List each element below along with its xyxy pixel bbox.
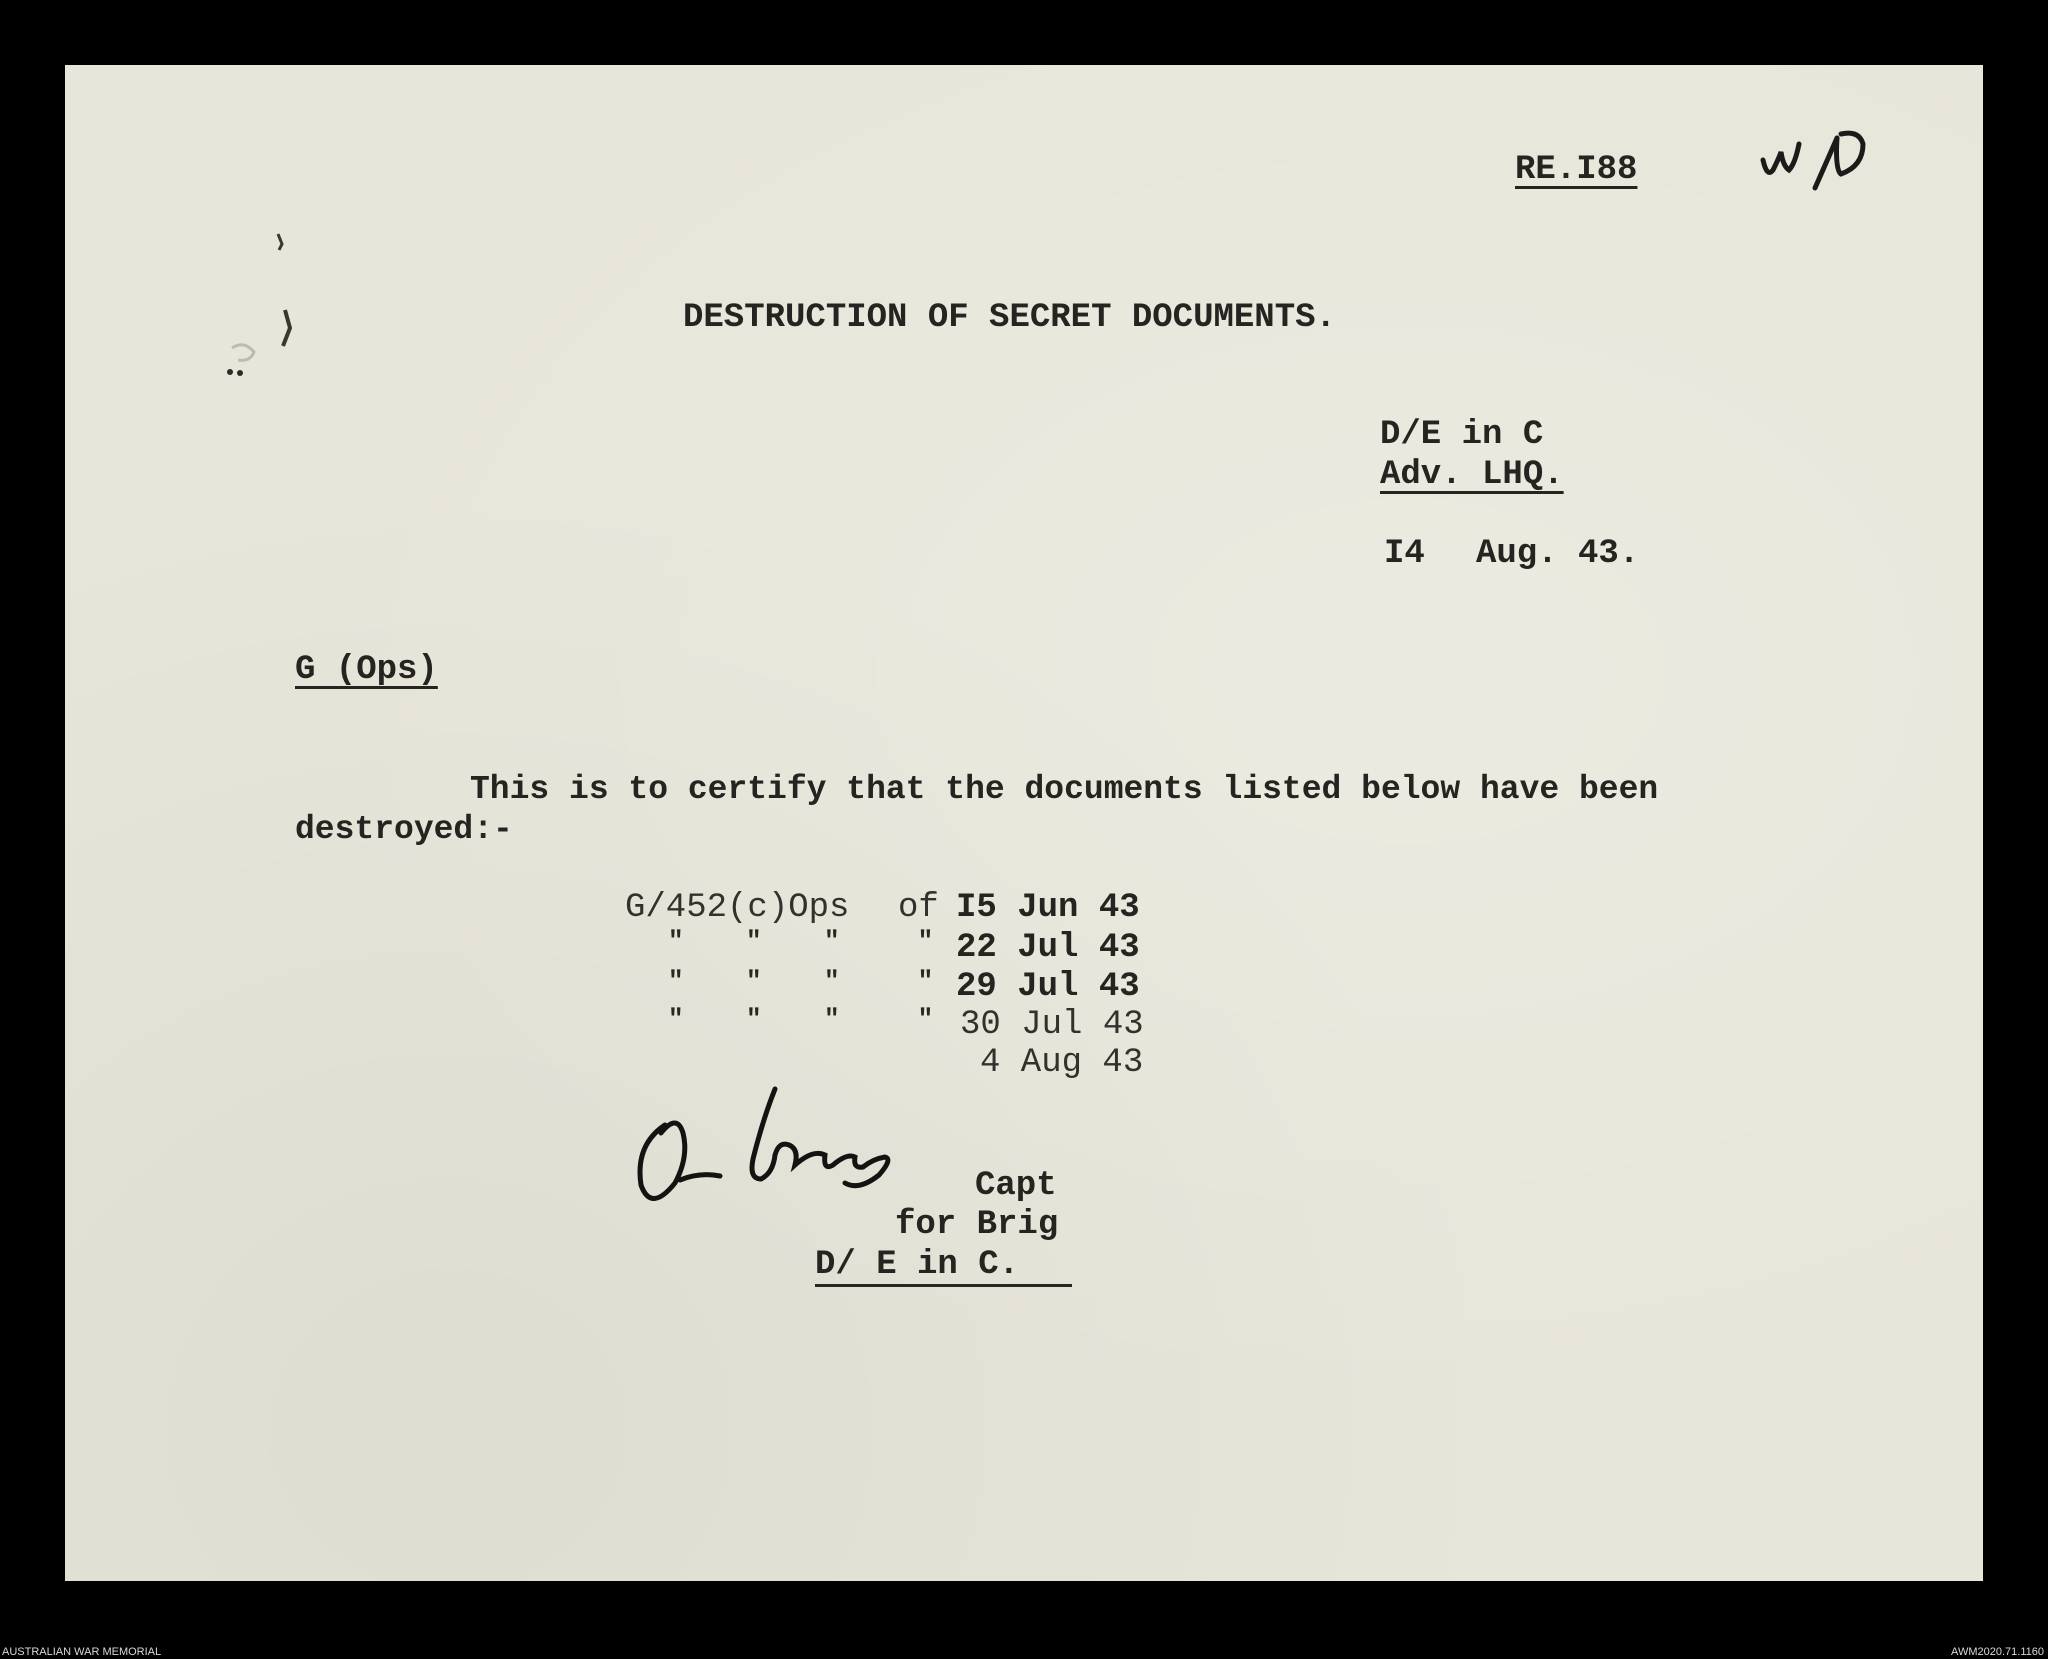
list-item-date: 29 Jul 43 [956, 968, 1140, 1006]
footer-accession: AWM2020.71.1160 [1951, 1646, 2044, 1658]
punch-hole-marks [200, 220, 320, 400]
list-item-date: 4 Aug 43 [980, 1044, 1144, 1082]
addressee: G (Ops) [295, 651, 438, 689]
body-line-1: This is to certify that the documents listed below have been [470, 771, 1659, 808]
handwritten-signature [625, 1085, 945, 1215]
document-title: DESTRUCTION OF SECRET DOCUMENTS. [683, 299, 1336, 337]
from-line-2: Adv. LHQ. [1380, 456, 1564, 494]
from-line-1: D/E in C [1380, 416, 1544, 454]
list-item-ref: G/452(c)Ops [625, 889, 850, 927]
signature-office: D/ E in C. [815, 1246, 1020, 1284]
list-item-of: of [898, 889, 939, 927]
list-item-date: 30 Jul 43 [960, 1006, 1144, 1044]
signature-for: for Brig [895, 1206, 1059, 1244]
handwritten-mark [1755, 118, 1885, 208]
signature-rank: Capt [975, 1167, 1057, 1205]
footer-source: AUSTRALIAN WAR MEMORIAL [2, 1646, 162, 1658]
reference-number: RE.I88 [1515, 151, 1638, 189]
list-item-date: 22 Jul 43 [956, 929, 1140, 967]
list-item-date: I5 Jun 43 [956, 889, 1140, 927]
date-day: I4 [1384, 535, 1425, 573]
list-item-ditto: " " " " [668, 1004, 934, 1034]
body-line-2: destroyed:- [295, 811, 513, 848]
date-month-year: Aug. 43. [1476, 535, 1640, 573]
list-item-ditto: " " " " [668, 926, 934, 956]
signature-underline [815, 1284, 1072, 1287]
list-item-ditto: " " " " [668, 966, 934, 996]
